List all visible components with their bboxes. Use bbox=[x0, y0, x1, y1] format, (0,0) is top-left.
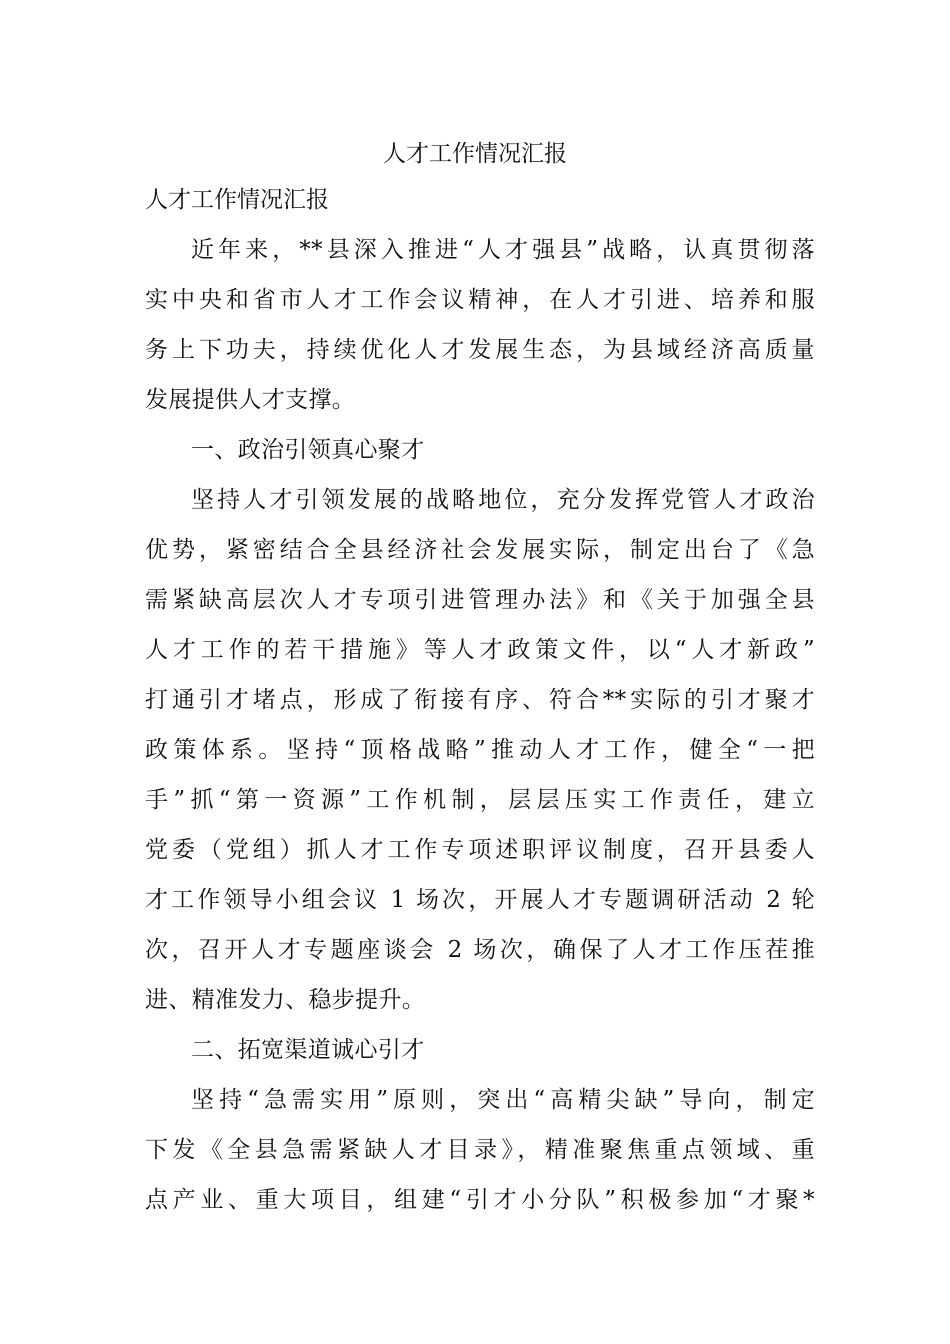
paragraph-line: 优势，紧密结合全县经济社会发展实际，制定出台了《急 bbox=[145, 537, 815, 563]
paragraph-line: 党委（党组）抓人才工作专项述职评议制度，召开县委人 bbox=[145, 837, 815, 863]
document-title: 人才工作情况汇报 bbox=[383, 141, 567, 167]
paragraph-line: 手”抓“第一资源”工作机制，层层压实工作责任，建立 bbox=[145, 787, 815, 813]
paragraph-line: 打通引才堵点，形成了衔接有序、符合**实际的引才聚才 bbox=[145, 687, 815, 713]
paragraph-line: 实中央和省市人才工作会议精神，在人才引进、培养和服 bbox=[145, 287, 815, 313]
paragraph-line: 进、精准发力、稳步提升。 bbox=[145, 987, 426, 1013]
paragraph-line: 近年来，**县深入推进“人才强县”战略，认真贯彻落 bbox=[191, 237, 815, 263]
paragraph-line: 政策体系。坚持“顶格战略”推动人才工作，健全“一把 bbox=[145, 737, 815, 763]
paragraph-line: 坚持人才引领发展的战略地位，充分发挥党管人才政治 bbox=[191, 487, 815, 513]
paragraph-line: 次，召开人才专题座谈会 2 场次，确保了人才工作压茬推 bbox=[145, 937, 815, 963]
paragraph-line: 人才工作的若干措施》等人才政策文件，以“人才新政” bbox=[145, 637, 815, 663]
paragraph-line: 才工作领导小组会议 1 场次，开展人才专题调研活动 2 轮 bbox=[145, 887, 815, 913]
paragraph-line: 下发《全县急需紧缺人才目录》，精准聚焦重点领域、重 bbox=[145, 1137, 815, 1163]
paragraph-line: 务上下功夫，持续优化人才发展生态，为县域经济高质量 bbox=[145, 337, 815, 363]
paragraph-line: 点产业、重大项目，组建“引才小分队”积极参加“才聚* bbox=[145, 1187, 815, 1213]
paragraph-line: 坚持“急需实用”原则，突出“高精尖缺”导向，制定 bbox=[191, 1087, 815, 1113]
section-heading: 二、拓宽渠道诚心引才 bbox=[191, 1037, 425, 1063]
paragraph-line: 需紧缺高层次人才专项引进管理办法》和《关于加强全县 bbox=[145, 587, 815, 613]
paragraph-line: 发展提供人才支撑。 bbox=[145, 387, 356, 413]
document-subtitle: 人才工作情况汇报 bbox=[145, 187, 329, 213]
section-heading: 一、政治引领真心聚才 bbox=[191, 437, 425, 463]
